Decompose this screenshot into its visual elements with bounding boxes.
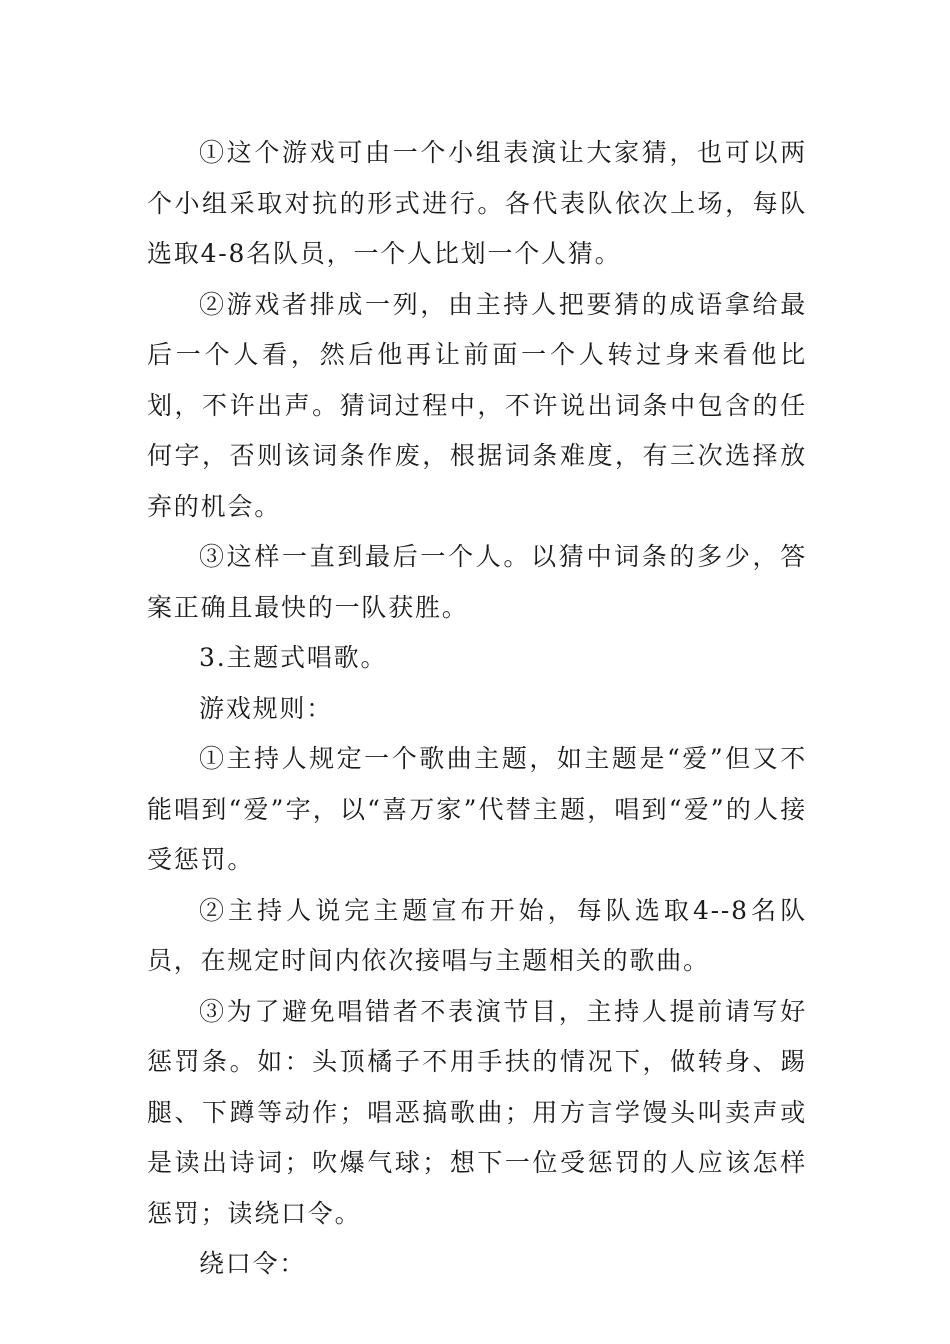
paragraph-singing-rule-2: ②主持人说完主题宣布开始，每队选取4--8名队员，在规定时间内依次接唱与主题相关的歌曲。: [147, 895, 807, 975]
section-heading-theme-singing: 3.主题式唱歌。: [199, 643, 388, 672]
paragraph-singing-rule-3: ③为了避免唱错者不表演节目，主持人提前请写好惩罚条。如：头顶橘子不用手扶的情况下，做转身、踢腿、下蹲等动作；唱恶搞歌曲；用方言学馒头叫卖声或是读出诗词；吹爆气球；想下一位受惩罚的人应该怎样惩罚；读绕口令。: [147, 996, 807, 1228]
paragraph-game-rule-3: ③这样一直到最后一个人。以猜中词条的多少，答案正确且最快的一队获胜。: [147, 542, 807, 622]
paragraph-game-rule-1: ①这个游戏可由一个小组表演让大家猜，也可以两个小组采取对抗的形式进行。各代表队依次上场，每队选取4-8名队员，一个人比划一个人猜。: [147, 138, 807, 268]
paragraph-singing-rule-1: ①主持人规定一个歌曲主题，如主题是“爱”但又不能唱到“爱”字，以“喜万家”代替主题，唱到“爱”的人接受惩罚。: [147, 744, 807, 874]
subheading-game-rules: 游戏规则：: [199, 693, 334, 723]
document-body: [147, 128, 807, 1290]
paragraph-game-rule-2: ②游戏者排成一列，由主持人把要猜的成语拿给最后一个人看，然后他再让前面一个人转过身来看他比划，不许出声。猜词过程中，不许说出词条中包含的任何字，否则该词条作废，根据词条难度，有三次选择放弃的机会。: [147, 289, 807, 521]
subheading-tongue-twister: 绕口令：: [199, 1249, 307, 1278]
